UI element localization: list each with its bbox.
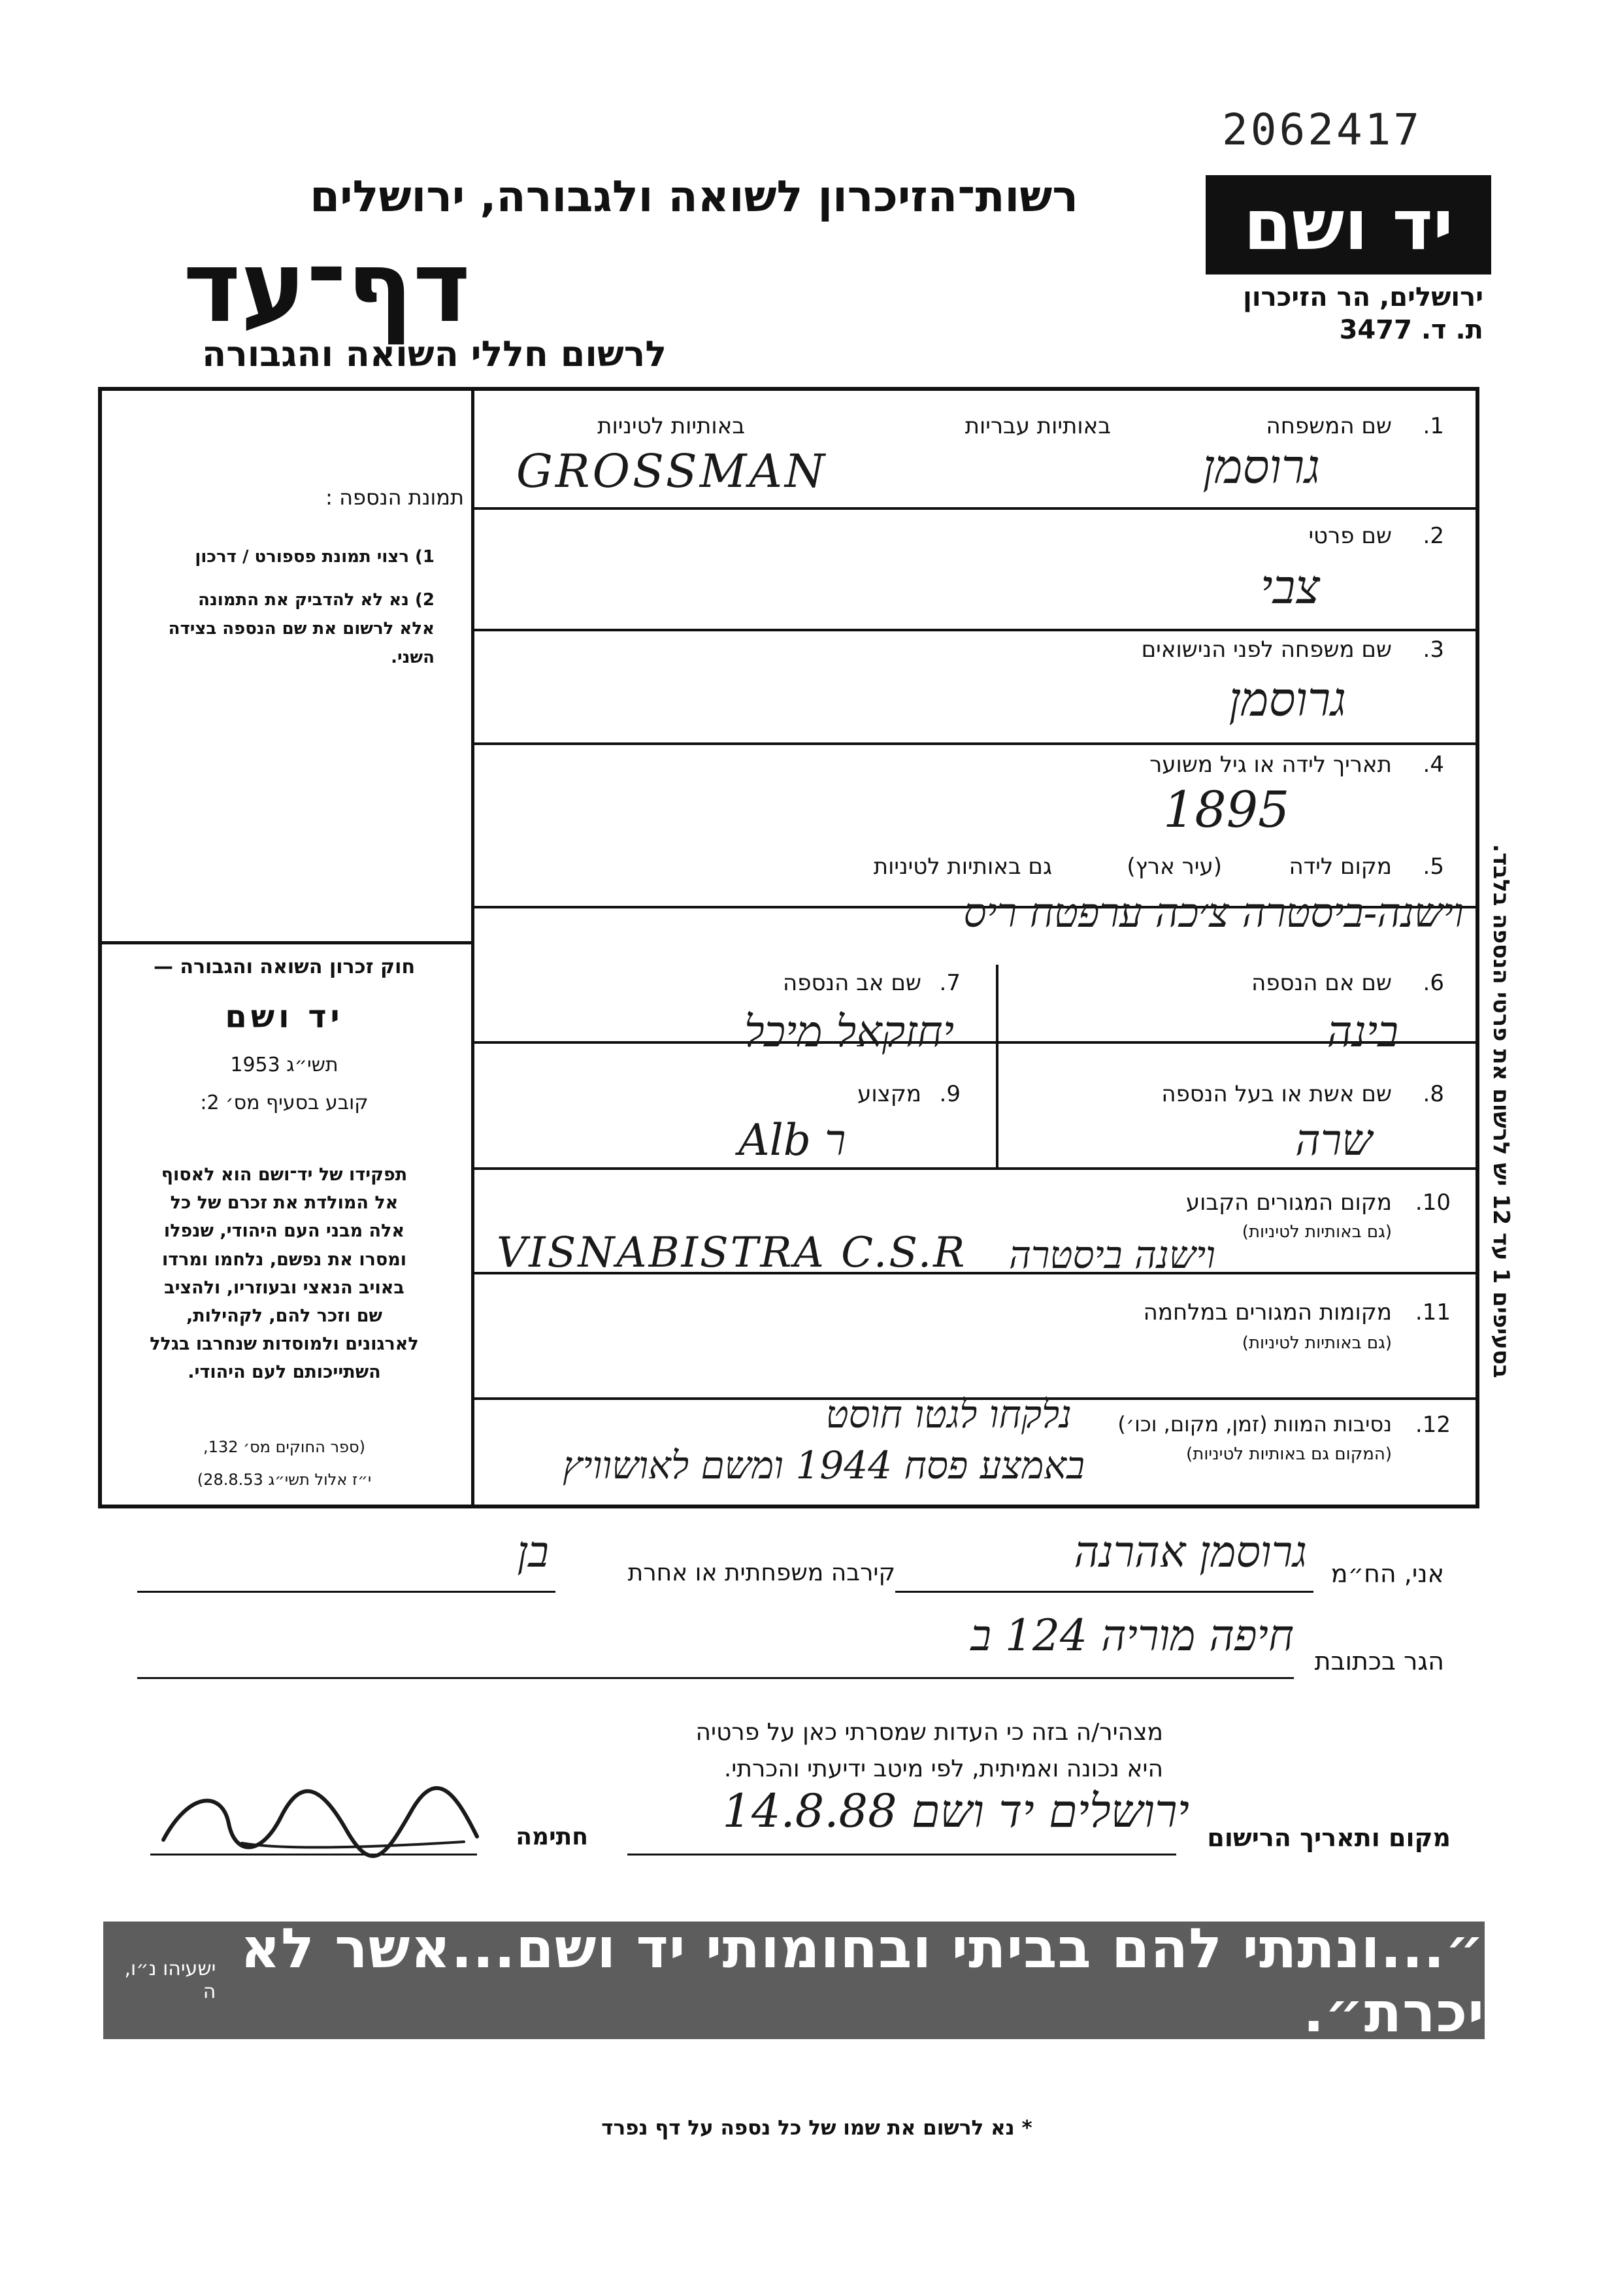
side-note: בסעיפים 1 עד 12 יש לרשום את פרטי הנספה בלבד.: [1488, 844, 1514, 1378]
logo-address: ירושלים, הר הזיכרון: [1243, 282, 1483, 312]
field-8-number: 8.: [1423, 1081, 1444, 1107]
field-6-number: 6.: [1423, 970, 1444, 996]
law-title: חוק זכרון השואה והגבורה —: [153, 956, 416, 978]
field-10-value-latin: VISNABISTRA C.S.R: [497, 1229, 967, 1277]
organization-name: רשות־הזיכרון לשואה ולגבורה, ירושלים: [310, 171, 1078, 222]
law-year: תשי״ג 1953: [230, 1054, 338, 1076]
banner-quote: ״...ונתתי להם בביתי ובחומותי יד ושם...אשר לא יכרת״.: [240, 1916, 1485, 2044]
declarant-label: אני, הח״מ: [1330, 1559, 1444, 1588]
photo-note-2-line-2: אלא לרשום את שם הנספה בצידה: [168, 619, 435, 639]
law-body-line: השתייכותם לעם היהודי.: [188, 1362, 381, 1383]
field-5-number: 5.: [1423, 854, 1444, 880]
field-8-value: שרה: [1295, 1115, 1372, 1165]
field-1-hebrew-label: באותיות עבריות: [965, 413, 1111, 439]
field-5-latin-note: גם באותיות לטיניות: [873, 854, 1052, 880]
field-3-label: שם משפחה לפני הנישואים: [1141, 637, 1392, 663]
field-1-latin-label: באותיות לטיניות: [597, 413, 745, 439]
relation-label: קירבה משפחתית או אחרת: [627, 1559, 895, 1586]
field-11-note: (גם באותיות לטיניות): [1242, 1333, 1392, 1353]
photo-note-2-line-1: 2) נא לא להדביק את התמונה: [198, 590, 435, 610]
banner-source: ישעיהו נ״ו, ה: [124, 1957, 216, 2003]
field-9-number: 9.: [939, 1081, 961, 1107]
statement-line-1: מצהיר/ה בזה כי העדות שמסרתי כאן על פרטיה: [695, 1719, 1163, 1746]
law-body-line: שם וזכר להם, לקהילות,: [186, 1305, 383, 1326]
field-1-value-hebrew: גרוסמן: [1202, 439, 1320, 494]
field-7-label: שם אב הנספה: [783, 970, 921, 996]
photo-note-1: 1) רצוי תמונת פספורט / דרכון: [195, 547, 435, 567]
yad-vashem-logo: יד ושם: [1206, 175, 1491, 275]
field-12-value-line1: נלקחו לגטו חוסט: [825, 1392, 1072, 1437]
declarant-name: גרוסמן אהרנה: [1074, 1527, 1307, 1577]
field-5-label-paren: (עיר ארץ): [1127, 854, 1222, 880]
address-label: הגר בכתובת: [1314, 1647, 1444, 1676]
logo-pobox: ת. ד. 3477: [1339, 315, 1483, 345]
law-source-line-1: (ספר החוקים מס׳ 132,: [203, 1438, 365, 1456]
field-8-label: שם אשת או בעל הנספה: [1161, 1081, 1392, 1107]
address-value: חיפה מוריה 124 ב: [970, 1610, 1294, 1661]
field-10-label: מקום המגורים הקבוע: [1185, 1190, 1392, 1216]
law-body-line: לארגונים ולמוסדות שנחרבו בגלל: [150, 1334, 419, 1355]
place-date-value: ירושלים יד ושם 14.8.88: [722, 1784, 1189, 1838]
field-6-label: שם אם הנספה: [1251, 970, 1392, 996]
field-12-number: 12.: [1415, 1412, 1451, 1438]
field-2-label: שם פרטי: [1308, 523, 1392, 549]
place-date-label: מקום ותאריך הרישום: [1207, 1823, 1451, 1852]
field-10-note: (גם באותיות לטיניות): [1242, 1222, 1392, 1242]
field-1-value-latin: GROSSMAN: [516, 444, 828, 498]
serial-number: 2062417: [1222, 105, 1423, 155]
field-5-label: מקום לידה: [1289, 854, 1392, 880]
field-11-label: מקומות המגורים במלחמה: [1143, 1299, 1392, 1325]
form-title: דף־עד: [183, 231, 470, 344]
law-body-line: באויב הנאצי ובעוזריו, ולהציב: [164, 1277, 404, 1298]
signature-mark: [150, 1778, 490, 1869]
footnote: * נא לרשום את שמו של כל נספה על דף נפרד: [601, 2116, 1032, 2140]
field-2-number: 2.: [1423, 523, 1444, 549]
field-1-number: 1.: [1423, 413, 1444, 439]
field-9-value: Alb ר: [738, 1115, 846, 1165]
photo-note-2-line-3: השני.: [391, 648, 435, 667]
law-body-line: אלה מבני העם היהודי, שנפלו: [163, 1221, 405, 1242]
field-3-number: 3.: [1423, 637, 1444, 663]
field-3-value: גרוסמן: [1228, 672, 1346, 727]
field-2-value: צבי: [1260, 559, 1320, 614]
form-subtitle: לרשום חללי השואה והגבורה: [202, 333, 667, 374]
field-12-value-line2: באמצע פסח 1944 ומשם לאושוויץ: [563, 1443, 1085, 1488]
field-4-number: 4.: [1423, 752, 1444, 778]
field-7-number: 7.: [939, 970, 961, 996]
field-12-label: נסיבות המוות (זמן, מקום, וכו׳): [1117, 1412, 1392, 1437]
field-9-label: מקצוע: [857, 1081, 921, 1107]
relation-value: בן: [517, 1527, 549, 1577]
field-6-value: בינה: [1327, 1007, 1398, 1057]
field-5-value: וישנה-ביסטרה צ׳כה ערפטח ריס: [963, 889, 1464, 937]
law-source-line-2: י״ז אלול תשי״ג 28.8.53): [197, 1471, 372, 1489]
quote-banner: [103, 1916, 1485, 2044]
field-10-value-hebrew: וישנה ביסטרה: [1008, 1233, 1215, 1277]
field-4-value: 1895: [1163, 780, 1290, 839]
law-body-line: תפקידו של יד־ושם הוא לאסוף: [161, 1165, 408, 1185]
law-body-line: אל המולדת את זכרם של כל: [170, 1193, 399, 1214]
signature-label: חתימה: [516, 1823, 588, 1850]
field-4-label: תאריך לידה או גיל משוער: [1149, 752, 1392, 778]
law-body-line: ומסרו את נפשם, נלחמו ומרדו: [161, 1249, 407, 1270]
law-name: יד ושם: [225, 999, 344, 1035]
field-1-label: שם המשפחה: [1266, 413, 1392, 439]
field-12-note: (המקום גם באותיות לטיניות): [1186, 1444, 1392, 1464]
field-7-value: יחזקאל מיכל: [744, 1007, 954, 1057]
photo-box-title: תמונת הנספה :: [325, 485, 464, 510]
field-10-number: 10.: [1415, 1190, 1451, 1216]
field-11-number: 11.: [1415, 1299, 1451, 1325]
statement-line-2: היא נכונה ואמיתית, לפי מיטב ידיעתי והכרתי.: [723, 1755, 1163, 1782]
law-clause: קובע בסעיף מס׳ 2:: [200, 1091, 369, 1114]
